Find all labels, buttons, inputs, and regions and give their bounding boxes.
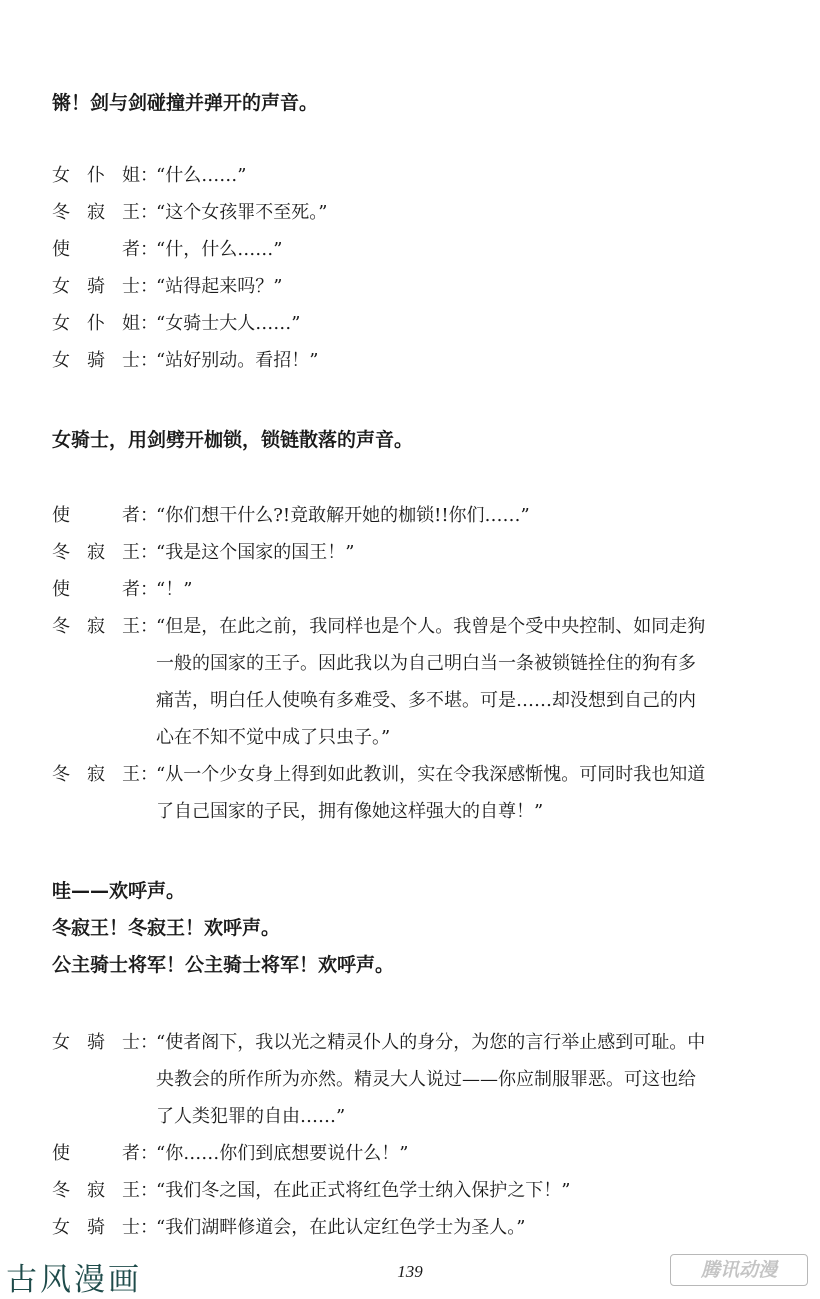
dialog-text: “什，什么……” xyxy=(156,239,283,260)
speaker-char: 女 xyxy=(52,165,70,186)
speaker-colon: ： xyxy=(140,1180,158,1201)
speaker-char: 寂 xyxy=(87,542,105,563)
speaker-char: 王 xyxy=(122,202,140,223)
dialog-text: “我是这个国家的国王！” xyxy=(156,542,355,563)
speaker-char: 王 xyxy=(122,764,140,785)
speaker-colon: ： xyxy=(140,764,158,785)
dialog-text: “什么……” xyxy=(156,165,247,186)
speaker-name xyxy=(52,501,140,527)
speaker-char: 者 xyxy=(122,505,140,526)
speaker-name xyxy=(52,575,140,601)
speaker-char: 女 xyxy=(52,350,70,371)
speaker-name xyxy=(52,161,140,187)
watermark-logo-right: 腾讯动漫 xyxy=(670,1254,808,1286)
speaker-name xyxy=(52,309,140,335)
speaker-char: 士 xyxy=(122,1032,140,1053)
speaker-name xyxy=(52,1139,140,1165)
speaker-char: 寂 xyxy=(87,202,105,223)
speaker-char: 使 xyxy=(52,579,70,600)
speaker-char: 使 xyxy=(52,505,70,526)
speaker-colon: ： xyxy=(140,313,158,334)
speaker-char: 女 xyxy=(52,1032,70,1053)
speaker-char: 女 xyxy=(52,276,70,297)
speaker-name xyxy=(52,198,140,224)
dialog-continuation: 了自己国家的子民，拥有像她这样强大的自尊！” xyxy=(156,801,544,822)
speaker-colon: ： xyxy=(140,579,158,600)
speaker-char: 者 xyxy=(122,579,140,600)
speaker-colon: ： xyxy=(140,1032,158,1053)
speaker-colon: ： xyxy=(140,350,158,371)
dialog-text: “你们想干什么?!竟敢解开她的枷锁!!你们……” xyxy=(156,505,530,526)
speaker-char: 骑 xyxy=(87,1217,105,1238)
dialog-text: “你……你们到底想要说什么！” xyxy=(156,1143,409,1164)
dialog-text: “站得起来吗？” xyxy=(156,276,283,297)
speaker-char: 士 xyxy=(122,276,140,297)
speaker-char: 王 xyxy=(122,616,140,637)
speaker-colon: ： xyxy=(140,1217,158,1238)
speaker-char: 冬 xyxy=(52,542,70,563)
speaker-colon: ： xyxy=(140,239,158,260)
dialog-text: “但是，在此之前，我同样也是个人。我曾是个受中央控制、如同走狗 xyxy=(156,616,706,637)
speaker-name xyxy=(52,235,140,261)
speaker-name xyxy=(52,538,140,564)
dialog-text: “站好别动。看招！” xyxy=(156,350,319,371)
speaker-char: 者 xyxy=(122,1143,140,1164)
speaker-char: 寂 xyxy=(87,764,105,785)
speaker-colon: ： xyxy=(140,616,158,637)
speaker-char: 冬 xyxy=(52,764,70,785)
sound-effect-line: 哇——欢呼声。 xyxy=(52,880,186,902)
speaker-name xyxy=(52,760,140,786)
dialog-text: “使者阁下，我以光之精灵仆人的身分，为您的言行举止感到可耻。中 xyxy=(156,1032,706,1053)
speaker-char: 寂 xyxy=(87,1180,105,1201)
watermark-logo-left: 古风漫画 xyxy=(6,1262,142,1298)
speaker-char: 骑 xyxy=(87,1032,105,1053)
page-number: 139 xyxy=(397,1262,423,1281)
speaker-char: 冬 xyxy=(52,1180,70,1201)
speaker-char: 姐 xyxy=(122,313,140,334)
speaker-char: 冬 xyxy=(52,202,70,223)
speaker-char: 女 xyxy=(52,313,70,334)
dialog-continuation: 央教会的所作所为亦然。精灵大人说过——你应制服罪恶。可这也给 xyxy=(156,1069,696,1090)
dialog-continuation: 一般的国家的王子。因此我以为自己明白当一条被锁链拴住的狗有多 xyxy=(156,653,696,674)
dialog-text: “这个女孩罪不至死。” xyxy=(156,202,328,223)
speaker-colon: ： xyxy=(140,276,158,297)
dialog-continuation: 了人类犯罪的自由……” xyxy=(156,1106,346,1127)
sound-effect-line: 女骑士，用剑劈开枷锁，锁链散落的声音。 xyxy=(52,429,414,451)
speaker-char: 骑 xyxy=(87,350,105,371)
dialog-text: “我们冬之国，在此正式将红色学士纳入保护之下！” xyxy=(156,1180,571,1201)
speaker-char: 仆 xyxy=(87,165,105,186)
speaker-colon: ： xyxy=(140,1143,158,1164)
speaker-char: 女 xyxy=(52,1217,70,1238)
speaker-char: 骑 xyxy=(87,276,105,297)
sound-effect-line: 冬寂王！冬寂王！欢呼声。 xyxy=(52,917,281,939)
speaker-name xyxy=(52,1028,140,1054)
speaker-char: 仆 xyxy=(87,313,105,334)
speaker-name xyxy=(52,346,140,372)
speaker-char: 士 xyxy=(122,350,140,371)
speaker-char: 者 xyxy=(122,239,140,260)
speaker-char: 王 xyxy=(122,542,140,563)
speaker-colon: ： xyxy=(140,165,158,186)
dialog-text: “我们湖畔修道会，在此认定红色学士为圣人。” xyxy=(156,1217,526,1238)
dialog-continuation: 痛苦，明白任人使唤有多难受、多不堪。可是……却没想到自己的内 xyxy=(156,690,696,711)
dialog-continuation: 心在不知不觉中成了只虫子。” xyxy=(156,727,391,748)
dialog-text: “从一个少女身上得到如此教训，实在令我深感惭愧。可同时我也知道 xyxy=(156,764,706,785)
speaker-name xyxy=(52,272,140,298)
speaker-name xyxy=(52,612,140,638)
speaker-char: 姐 xyxy=(122,165,140,186)
speaker-char: 寂 xyxy=(87,616,105,637)
dialog-text: “！” xyxy=(156,579,193,600)
speaker-name xyxy=(52,1213,140,1239)
speaker-colon: ： xyxy=(140,505,158,526)
speaker-name xyxy=(52,1176,140,1202)
sound-effect-line: 公主骑士将军！公主骑士将军！欢呼声。 xyxy=(52,954,395,976)
speaker-char: 士 xyxy=(122,1217,140,1238)
sound-effect-line: 锵！剑与剑碰撞并弹开的声音。 xyxy=(52,92,319,114)
speaker-colon: ： xyxy=(140,202,158,223)
dialog-text: “女骑士大人……” xyxy=(156,313,301,334)
speaker-colon: ： xyxy=(140,542,158,563)
speaker-char: 冬 xyxy=(52,616,70,637)
speaker-char: 使 xyxy=(52,1143,70,1164)
speaker-char: 王 xyxy=(122,1180,140,1201)
speaker-char: 使 xyxy=(52,239,70,260)
